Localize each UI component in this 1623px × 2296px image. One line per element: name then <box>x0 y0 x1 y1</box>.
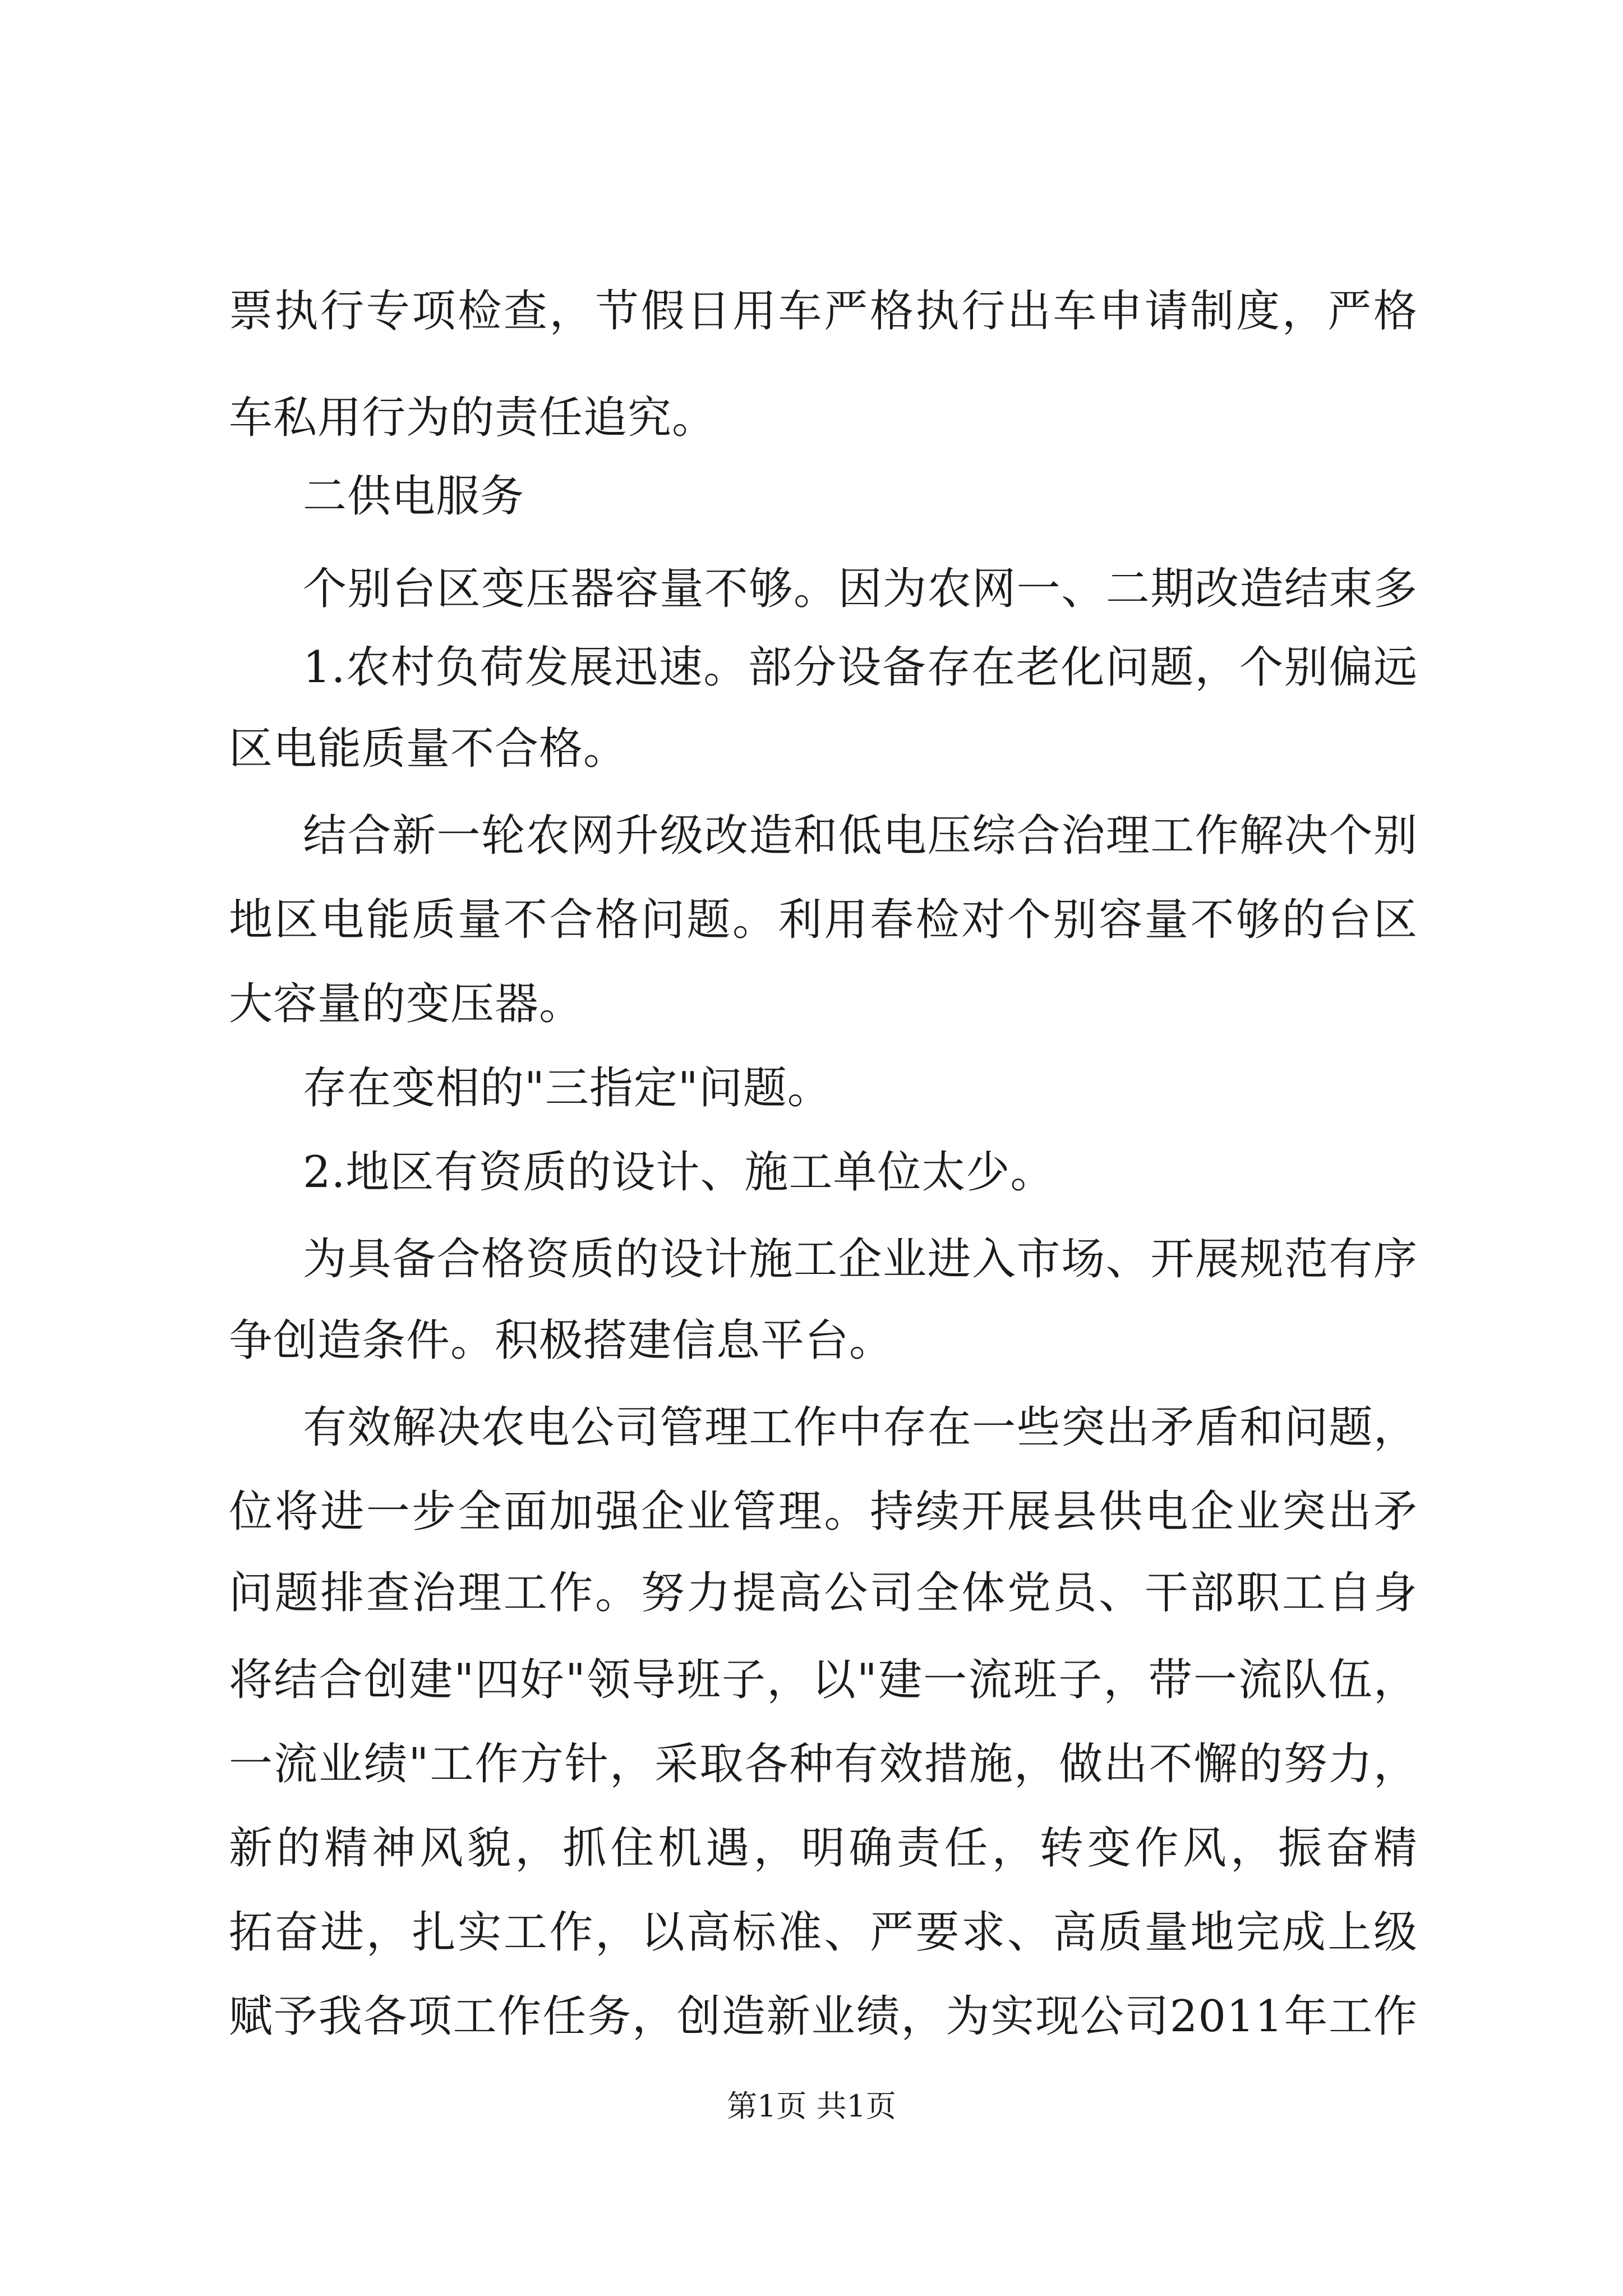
text-line: 票执行专项检查，节假日用车严格执行出车申请制度，严格 <box>229 286 1418 337</box>
text-line: 地区电能质量不合格问题。利用春检对个别容量不够的台区 <box>229 895 1418 945</box>
list-item: 1.农村负荷发展迅速。部分设备存在老化问题，个别偏远 <box>303 642 1418 693</box>
text-line: 存在变相的"三指定"问题。 <box>303 1063 832 1114</box>
text-line: 问题排查治理工作。努力提高公司全体党员、干部职工自身 <box>229 1568 1418 1618</box>
text-line: 位将进一步全面加强企业管理。持续开展县供电企业突出矛 <box>229 1487 1418 1537</box>
section-heading: 二供电服务 <box>303 471 525 522</box>
text-line: 车私用行为的责任追究。 <box>229 393 717 443</box>
text-line: 争创造条件。积极搭建信息平台。 <box>229 1315 894 1366</box>
list-item: 2.地区有资质的设计、施工单位太少。 <box>303 1147 1055 1198</box>
text-line: 结合新一轮农网升级改造和低电压综合治理工作解决个别 <box>303 811 1418 861</box>
text-line: 个别台区变压器容量不够。因为农网一、二期改造结束多 <box>303 564 1418 614</box>
text-line: 赋予我各项工作任务，创造新业绩，为实现公司2011年工作 <box>229 1991 1418 2042</box>
text-line: 新的精神风貌，抓住机遇，明确责任，转变作风，振奋精 <box>229 1823 1418 1874</box>
text-line: 将结合创建"四好"领导班子，以"建一流班子，带一流队伍， <box>229 1655 1418 1705</box>
text-line: 区电能质量不合格。 <box>229 724 628 774</box>
page-number: 第1页 共1页 <box>727 2088 896 2124</box>
text-line: 有效解决农电公司管理工作中存在一些突出矛盾和问题， <box>303 1402 1418 1453</box>
text-line: 一流业绩"工作方针，采取各种有效措施，做出不懈的努力， <box>229 1739 1418 1789</box>
text-line: 拓奋进，扎实工作，以高标准、严要求、高质量地完成上级 <box>229 1907 1418 1958</box>
text-line: 大容量的变压器。 <box>229 979 584 1029</box>
text-line: 为具备合格资质的设计施工企业进入市场、开展规范有序 <box>303 1234 1418 1285</box>
